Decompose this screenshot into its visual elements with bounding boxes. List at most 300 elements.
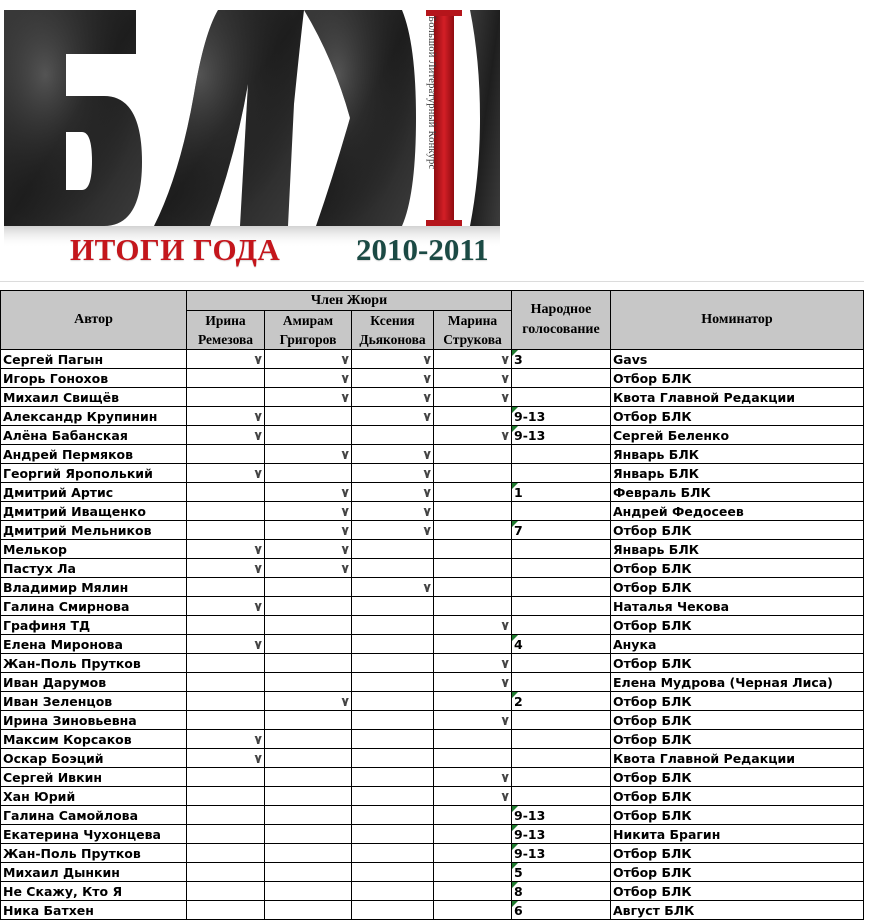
vote-cell	[512, 540, 611, 559]
jury-mark-cell	[187, 806, 265, 825]
jury-mark-cell	[352, 464, 434, 483]
jury-mark-cell	[352, 635, 434, 654]
check-mark-icon: ٧	[423, 580, 431, 595]
vote-cell	[512, 787, 611, 806]
nominator-cell: Никита Брагин	[611, 825, 864, 844]
jury-mark-cell	[352, 483, 434, 502]
vote-cell	[512, 711, 611, 730]
jury-mark-cell	[187, 407, 265, 426]
table-row	[1, 540, 864, 559]
vote-value: 3	[514, 351, 523, 367]
vote-value: 9-13	[514, 427, 546, 443]
jury-mark-cell	[187, 540, 265, 559]
jury-mark-cell	[434, 464, 512, 483]
table-row	[1, 654, 864, 673]
comment-flag-icon	[512, 407, 518, 413]
jury-mark-cell	[265, 407, 352, 426]
vote-value: 9-13	[514, 807, 546, 823]
header-jury-member-1: Ирина Ремезова	[187, 311, 265, 350]
jury-mark-cell	[434, 787, 512, 806]
nominator-cell: Отбор БЛК	[611, 711, 864, 730]
nominator-cell: Отбор БЛК	[611, 616, 864, 635]
jury-mark-cell	[265, 502, 352, 521]
comment-flag-icon	[512, 635, 518, 641]
jury-mark-cell	[187, 882, 265, 901]
jury-mark-cell	[265, 673, 352, 692]
check-mark-icon: ٧	[341, 352, 349, 367]
vote-cell	[512, 730, 611, 749]
jury-mark-cell	[352, 502, 434, 521]
jury-mark-cell	[187, 597, 265, 616]
jury-mark-cell	[434, 540, 512, 559]
table-row	[1, 787, 864, 806]
check-mark-icon: ٧	[254, 409, 262, 424]
jury-mark-cell	[434, 369, 512, 388]
jury-mark-cell	[352, 844, 434, 863]
nominator-cell: Отбор БЛК	[611, 730, 864, 749]
header-jury-member-2: Амирам Григоров	[265, 311, 352, 350]
jury-mark-cell	[434, 502, 512, 521]
jury-mark-cell	[265, 768, 352, 787]
jury-mark-cell	[352, 445, 434, 464]
jury-mark-cell	[265, 882, 352, 901]
jury-mark-cell	[434, 597, 512, 616]
jury-mark-cell	[265, 388, 352, 407]
author-cell: Иван Дарумов	[1, 673, 187, 692]
comment-flag-icon	[512, 844, 518, 850]
check-mark-icon: ٧	[501, 371, 509, 386]
author-cell: Галина Самойлова	[1, 806, 187, 825]
comment-flag-icon	[512, 806, 518, 812]
nominator-cell: Сергей Беленко	[611, 426, 864, 445]
vote-value: 9-13	[514, 826, 546, 842]
logo-year: 2010-2011	[356, 232, 489, 267]
vote-cell	[512, 768, 611, 787]
author-cell: Иван Зеленцов	[1, 692, 187, 711]
nominator-cell: Отбор БЛК	[611, 882, 864, 901]
table-row	[1, 749, 864, 768]
vote-cell	[512, 559, 611, 578]
jury-mark-cell	[352, 616, 434, 635]
jury-mark-cell	[187, 825, 265, 844]
vote-cell	[512, 502, 611, 521]
jury-mark-cell	[352, 426, 434, 445]
jury-mark-cell	[187, 844, 265, 863]
nominator-cell: Отбор БЛК	[611, 844, 864, 863]
jury-mark-cell	[434, 730, 512, 749]
author-cell: Сергей Пагын	[1, 350, 187, 369]
jury-mark-cell	[265, 578, 352, 597]
jury-mark-cell	[265, 654, 352, 673]
check-mark-icon: ٧	[501, 390, 509, 405]
nominator-cell: Отбор БЛК	[611, 578, 864, 597]
nominator-cell: Анука	[611, 635, 864, 654]
vote-cell	[512, 749, 611, 768]
check-mark-icon: ٧	[254, 428, 262, 443]
author-cell: Елена Миронова	[1, 635, 187, 654]
vote-cell	[512, 426, 611, 445]
vote-cell	[512, 806, 611, 825]
jury-mark-cell	[187, 388, 265, 407]
jury-mark-cell	[265, 635, 352, 654]
jury-mark-cell	[352, 692, 434, 711]
jury-mark-cell	[352, 787, 434, 806]
author-cell: Дмитрий Мельников	[1, 521, 187, 540]
jury-mark-cell	[187, 369, 265, 388]
vote-cell	[512, 673, 611, 692]
check-mark-icon: ٧	[423, 371, 431, 386]
jury-mark-cell	[352, 768, 434, 787]
jury-mark-cell	[434, 692, 512, 711]
author-cell: Андрей Пермяков	[1, 445, 187, 464]
check-mark-icon: ٧	[341, 694, 349, 709]
check-mark-icon: ٧	[341, 561, 349, 576]
check-mark-icon: ٧	[423, 352, 431, 367]
jury-mark-cell	[352, 350, 434, 369]
nominator-cell: Отбор БЛК	[611, 787, 864, 806]
jury-mark-cell	[434, 616, 512, 635]
author-cell: Михаил Свищёв	[1, 388, 187, 407]
comment-flag-icon	[512, 692, 518, 698]
comment-flag-icon	[512, 426, 518, 432]
jury-mark-cell	[434, 844, 512, 863]
table-row	[1, 692, 864, 711]
jury-mark-cell	[434, 654, 512, 673]
vote-cell	[512, 882, 611, 901]
jury-mark-cell	[352, 578, 434, 597]
check-mark-icon: ٧	[423, 390, 431, 405]
table-row	[1, 426, 864, 445]
jury-mark-cell	[187, 350, 265, 369]
check-mark-icon: ٧	[423, 523, 431, 538]
jury-mark-cell	[352, 388, 434, 407]
table-row	[1, 407, 864, 426]
check-mark-icon: ٧	[254, 751, 262, 766]
check-mark-icon: ٧	[501, 770, 509, 785]
jury-mark-cell	[352, 559, 434, 578]
jury-mark-cell	[265, 521, 352, 540]
author-cell: Сергей Ивкин	[1, 768, 187, 787]
jury-mark-cell	[352, 901, 434, 920]
jury-mark-cell	[187, 502, 265, 521]
jury-mark-cell	[434, 901, 512, 920]
logo-vertical-caption: Большой Литературный Конкурс	[426, 16, 437, 170]
jury-mark-cell	[265, 597, 352, 616]
check-mark-icon: ٧	[423, 447, 431, 462]
table-body	[1, 350, 864, 920]
jury-mark-cell	[265, 426, 352, 445]
table-row	[1, 369, 864, 388]
table-row	[1, 901, 864, 920]
check-mark-icon: ٧	[501, 656, 509, 671]
jury-mark-cell	[434, 445, 512, 464]
vote-cell	[512, 635, 611, 654]
jury-mark-cell	[352, 711, 434, 730]
nominator-cell: Gavs	[611, 350, 864, 369]
jury-mark-cell	[434, 483, 512, 502]
jury-mark-cell	[187, 559, 265, 578]
header-author: Автор	[1, 291, 187, 350]
jury-mark-cell	[352, 597, 434, 616]
jury-mark-cell	[434, 388, 512, 407]
vote-cell	[512, 844, 611, 863]
comment-flag-icon	[512, 825, 518, 831]
table-row	[1, 502, 864, 521]
jury-mark-cell	[265, 540, 352, 559]
author-cell: Дмитрий Иващенко	[1, 502, 187, 521]
jury-mark-cell	[187, 521, 265, 540]
table-row	[1, 825, 864, 844]
author-cell: Мелькор	[1, 540, 187, 559]
jury-mark-cell	[434, 559, 512, 578]
divider	[0, 281, 864, 282]
vote-cell	[512, 445, 611, 464]
jury-mark-cell	[265, 350, 352, 369]
check-mark-icon: ٧	[501, 352, 509, 367]
check-mark-icon: ٧	[341, 485, 349, 500]
jury-mark-cell	[187, 749, 265, 768]
vote-cell	[512, 597, 611, 616]
nominator-cell: Отбор БЛК	[611, 768, 864, 787]
author-cell: Не Скажу, Кто Я	[1, 882, 187, 901]
author-cell: Графиня ТД	[1, 616, 187, 635]
check-mark-icon: ٧	[341, 390, 349, 405]
jury-mark-cell	[187, 635, 265, 654]
jury-mark-cell	[352, 407, 434, 426]
nominator-cell: Андрей Федосеев	[611, 502, 864, 521]
vote-cell	[512, 825, 611, 844]
jury-mark-cell	[352, 825, 434, 844]
jury-mark-cell	[434, 578, 512, 597]
check-mark-icon: ٧	[254, 542, 262, 557]
nominator-cell: Январь БЛК	[611, 445, 864, 464]
vote-value: 2	[514, 693, 523, 709]
comment-flag-icon	[512, 350, 518, 356]
jury-mark-cell	[187, 787, 265, 806]
jury-mark-cell	[265, 559, 352, 578]
nominator-cell: Отбор БЛК	[611, 806, 864, 825]
check-mark-icon: ٧	[501, 789, 509, 804]
nominator-cell: Август БЛК	[611, 901, 864, 920]
vote-cell	[512, 654, 611, 673]
author-cell: Жан-Поль Прутков	[1, 844, 187, 863]
jury-mark-cell	[352, 540, 434, 559]
vote-value: 4	[514, 636, 523, 652]
jury-mark-cell	[265, 901, 352, 920]
table-row	[1, 388, 864, 407]
vote-cell	[512, 578, 611, 597]
check-mark-icon: ٧	[341, 371, 349, 386]
nominator-cell: Отбор БЛК	[611, 521, 864, 540]
jury-mark-cell	[187, 464, 265, 483]
jury-mark-cell	[187, 616, 265, 635]
table-row	[1, 597, 864, 616]
jury-mark-cell	[352, 673, 434, 692]
vote-cell	[512, 464, 611, 483]
jury-mark-cell	[187, 445, 265, 464]
table-row	[1, 578, 864, 597]
vote-cell	[512, 901, 611, 920]
vote-value: 9-13	[514, 845, 546, 861]
comment-flag-icon	[512, 901, 518, 907]
table-row	[1, 559, 864, 578]
table-row	[1, 768, 864, 787]
author-cell: Хан Юрий	[1, 787, 187, 806]
vote-cell	[512, 616, 611, 635]
jury-mark-cell	[434, 768, 512, 787]
table-row	[1, 882, 864, 901]
jury-mark-cell	[434, 749, 512, 768]
author-cell: Алёна Бабанская	[1, 426, 187, 445]
nominator-cell: Отбор БЛК	[611, 369, 864, 388]
jury-mark-cell	[434, 426, 512, 445]
blk-logo	[4, 4, 500, 276]
jury-mark-cell	[434, 635, 512, 654]
author-cell: Михаил Дынкин	[1, 863, 187, 882]
check-mark-icon: ٧	[254, 637, 262, 652]
jury-mark-cell	[352, 863, 434, 882]
author-cell: Жан-Поль Прутков	[1, 654, 187, 673]
jury-mark-cell	[187, 673, 265, 692]
jury-mark-cell	[434, 825, 512, 844]
check-mark-icon: ٧	[254, 352, 262, 367]
author-cell: Ника Батхен	[1, 901, 187, 920]
table-row	[1, 464, 864, 483]
jury-mark-cell	[265, 787, 352, 806]
table-row	[1, 673, 864, 692]
author-cell: Максим Корсаков	[1, 730, 187, 749]
table-row	[1, 844, 864, 863]
author-cell: Игорь Гонохов	[1, 369, 187, 388]
vote-value: 6	[514, 902, 523, 918]
jury-mark-cell	[187, 483, 265, 502]
check-mark-icon: ٧	[341, 523, 349, 538]
jury-mark-cell	[265, 749, 352, 768]
jury-mark-cell	[265, 616, 352, 635]
logo-title: ИТОГИ ГОДА	[70, 232, 281, 267]
vote-cell	[512, 863, 611, 882]
vote-cell	[512, 369, 611, 388]
jury-mark-cell	[434, 521, 512, 540]
author-cell: Екатерина Чухонцева	[1, 825, 187, 844]
jury-mark-cell	[265, 844, 352, 863]
jury-mark-cell	[265, 464, 352, 483]
vote-cell	[512, 692, 611, 711]
vote-cell	[512, 407, 611, 426]
author-cell: Пастух Ла	[1, 559, 187, 578]
check-mark-icon: ٧	[254, 466, 262, 481]
nominator-cell: Отбор БЛК	[611, 692, 864, 711]
vote-cell	[512, 350, 611, 369]
check-mark-icon: ٧	[423, 409, 431, 424]
jury-mark-cell	[434, 882, 512, 901]
vote-value: 9-13	[514, 408, 546, 424]
table-row	[1, 806, 864, 825]
vote-value: 5	[514, 864, 523, 880]
nominator-cell: Отбор БЛК	[611, 559, 864, 578]
comment-flag-icon	[512, 483, 518, 489]
author-cell: Александр Крупинин	[1, 407, 187, 426]
check-mark-icon: ٧	[341, 542, 349, 557]
table-row	[1, 863, 864, 882]
table-row	[1, 730, 864, 749]
jury-mark-cell	[187, 768, 265, 787]
jury-mark-cell	[187, 901, 265, 920]
jury-mark-cell	[434, 350, 512, 369]
author-cell: Георгий Ярополький	[1, 464, 187, 483]
author-cell: Галина Смирнова	[1, 597, 187, 616]
jury-mark-cell	[187, 578, 265, 597]
nominator-cell: Февраль БЛК	[611, 483, 864, 502]
nominator-cell: Отбор БЛК	[611, 407, 864, 426]
jury-mark-cell	[265, 711, 352, 730]
jury-mark-cell	[187, 711, 265, 730]
check-mark-icon: ٧	[254, 732, 262, 747]
check-mark-icon: ٧	[501, 713, 509, 728]
nominator-cell: Отбор БЛК	[611, 654, 864, 673]
comment-flag-icon	[512, 521, 518, 527]
jury-mark-cell	[352, 730, 434, 749]
nominator-cell: Январь БЛК	[611, 464, 864, 483]
jury-mark-cell	[352, 521, 434, 540]
check-mark-icon: ٧	[423, 485, 431, 500]
jury-mark-cell	[352, 806, 434, 825]
table-row	[1, 445, 864, 464]
comment-flag-icon	[512, 882, 518, 888]
vote-value: 8	[514, 883, 523, 899]
nominator-cell: Январь БЛК	[611, 540, 864, 559]
jury-mark-cell	[352, 749, 434, 768]
vote-value: 7	[514, 522, 523, 538]
nominator-cell: Отбор БЛК	[611, 863, 864, 882]
jury-mark-cell	[352, 882, 434, 901]
jury-mark-cell	[265, 806, 352, 825]
author-cell: Оскар Боэций	[1, 749, 187, 768]
jury-mark-cell	[187, 730, 265, 749]
check-mark-icon: ٧	[341, 447, 349, 462]
vote-cell	[512, 521, 611, 540]
table-row	[1, 483, 864, 502]
check-mark-icon: ٧	[254, 599, 262, 614]
jury-mark-cell	[265, 445, 352, 464]
table-row	[1, 521, 864, 540]
jury-mark-cell	[434, 863, 512, 882]
jury-mark-cell	[434, 806, 512, 825]
jury-mark-cell	[265, 692, 352, 711]
vote-cell	[512, 388, 611, 407]
nominator-cell: Елена Мудрова (Черная Лиса)	[611, 673, 864, 692]
check-mark-icon: ٧	[341, 504, 349, 519]
header-vote: Народное голосование	[512, 291, 611, 350]
nominator-cell: Квота Главной Редакции	[611, 749, 864, 768]
check-mark-icon: ٧	[501, 675, 509, 690]
jury-mark-cell	[265, 730, 352, 749]
table-row	[1, 635, 864, 654]
jury-mark-cell	[265, 369, 352, 388]
table-row	[1, 711, 864, 730]
header-jury: Член Жюри	[187, 291, 512, 311]
jury-mark-cell	[187, 426, 265, 445]
jury-mark-cell	[434, 711, 512, 730]
nominator-cell: Квота Главной Редакции	[611, 388, 864, 407]
table-row	[1, 350, 864, 369]
jury-mark-cell	[434, 673, 512, 692]
nominator-cell: Наталья Чекова	[611, 597, 864, 616]
author-cell: Дмитрий Артис	[1, 483, 187, 502]
results-table	[0, 290, 864, 920]
check-mark-icon: ٧	[501, 618, 509, 633]
header-jury-member-3: Ксения Дьяконова	[352, 311, 434, 350]
